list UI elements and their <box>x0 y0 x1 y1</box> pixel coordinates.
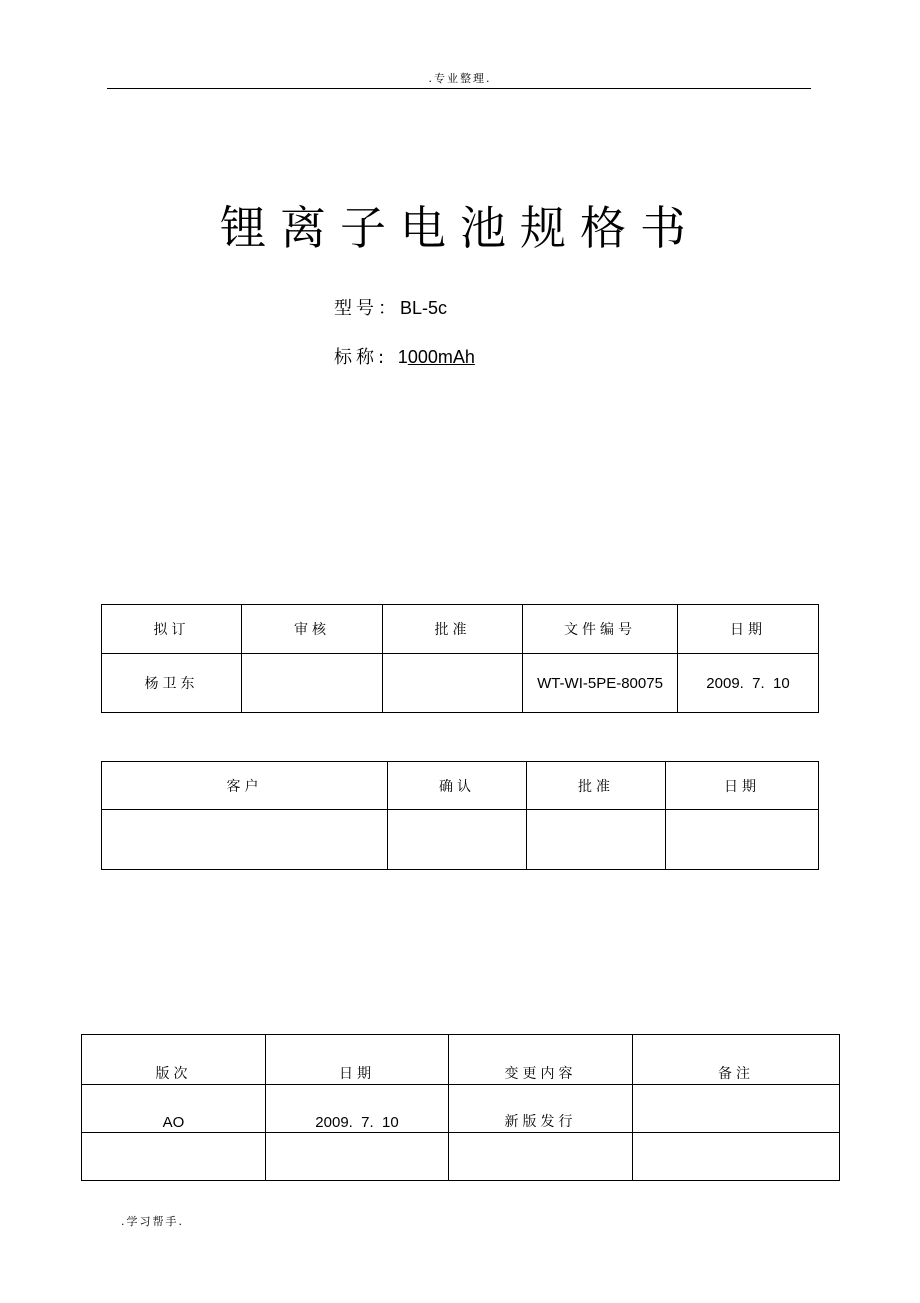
revision-header-cell: 变更内容 <box>449 1035 633 1085</box>
revision-date-cell <box>266 1133 449 1181</box>
approval-header-cell: 审核 <box>242 605 383 654</box>
model-line <box>334 296 447 321</box>
revision-header-cell: 版次 <box>82 1035 266 1085</box>
reviewer-cell <box>242 654 383 713</box>
revision-header-row <box>82 1035 840 1085</box>
customer-approve-cell <box>527 810 666 870</box>
customer-data-row <box>102 810 819 870</box>
page-footer: .学习帮手. <box>121 1215 184 1228</box>
page-header: .专业整理. <box>428 72 492 85</box>
capacity-prefix: 1 <box>397 347 408 367</box>
revision-table <box>81 1034 840 1181</box>
approval-header-cell: 文件编号 <box>523 605 678 654</box>
capacity-value: 000mAh <box>407 347 475 367</box>
customer-date-cell <box>666 810 819 870</box>
revision-date-cell: 2009. 7. 10 <box>266 1085 449 1133</box>
approval-header-row <box>102 605 819 654</box>
customer-table <box>101 761 819 870</box>
approval-header-cell: 日期 <box>678 605 819 654</box>
approval-date-cell: 2009. 7. 10 <box>678 654 819 713</box>
model-label: 型号： <box>334 298 400 319</box>
customer-confirm-cell <box>388 810 527 870</box>
customer-header-cell: 客户 <box>102 762 388 810</box>
revision-header-cell: 备注 <box>633 1035 840 1085</box>
approval-table <box>101 604 819 713</box>
customer-header-row <box>102 762 819 810</box>
customer-header-cell: 批准 <box>527 762 666 810</box>
revision-remark-cell <box>633 1085 840 1133</box>
customer-header-cell: 确认 <box>388 762 527 810</box>
revision-remark-cell <box>633 1133 840 1181</box>
revision-change-cell: 新版发行 <box>449 1085 633 1133</box>
revision-row <box>82 1133 840 1181</box>
customer-header-cell: 日期 <box>666 762 819 810</box>
capacity-line <box>334 345 493 370</box>
capacity-label: 标称: <box>334 347 398 368</box>
header-divider <box>107 88 811 89</box>
document-title: 锂离子电池规格书 <box>220 201 700 255</box>
approval-header-cell: 拟订 <box>102 605 242 654</box>
revision-change-cell <box>449 1133 633 1181</box>
drafter-cell: 杨卫东 <box>102 654 242 713</box>
approval-header-cell: 批准 <box>383 605 523 654</box>
customer-cell <box>102 810 388 870</box>
approver-cell <box>383 654 523 713</box>
revision-version-cell: AO <box>82 1085 266 1133</box>
revision-row <box>82 1085 840 1133</box>
revision-version-cell <box>82 1133 266 1181</box>
document-number-cell: WT-WI-5PE-80075 <box>523 654 678 713</box>
model-value: BL-5c <box>400 298 448 318</box>
approval-data-row <box>102 654 819 713</box>
revision-header-cell: 日期 <box>266 1035 449 1085</box>
